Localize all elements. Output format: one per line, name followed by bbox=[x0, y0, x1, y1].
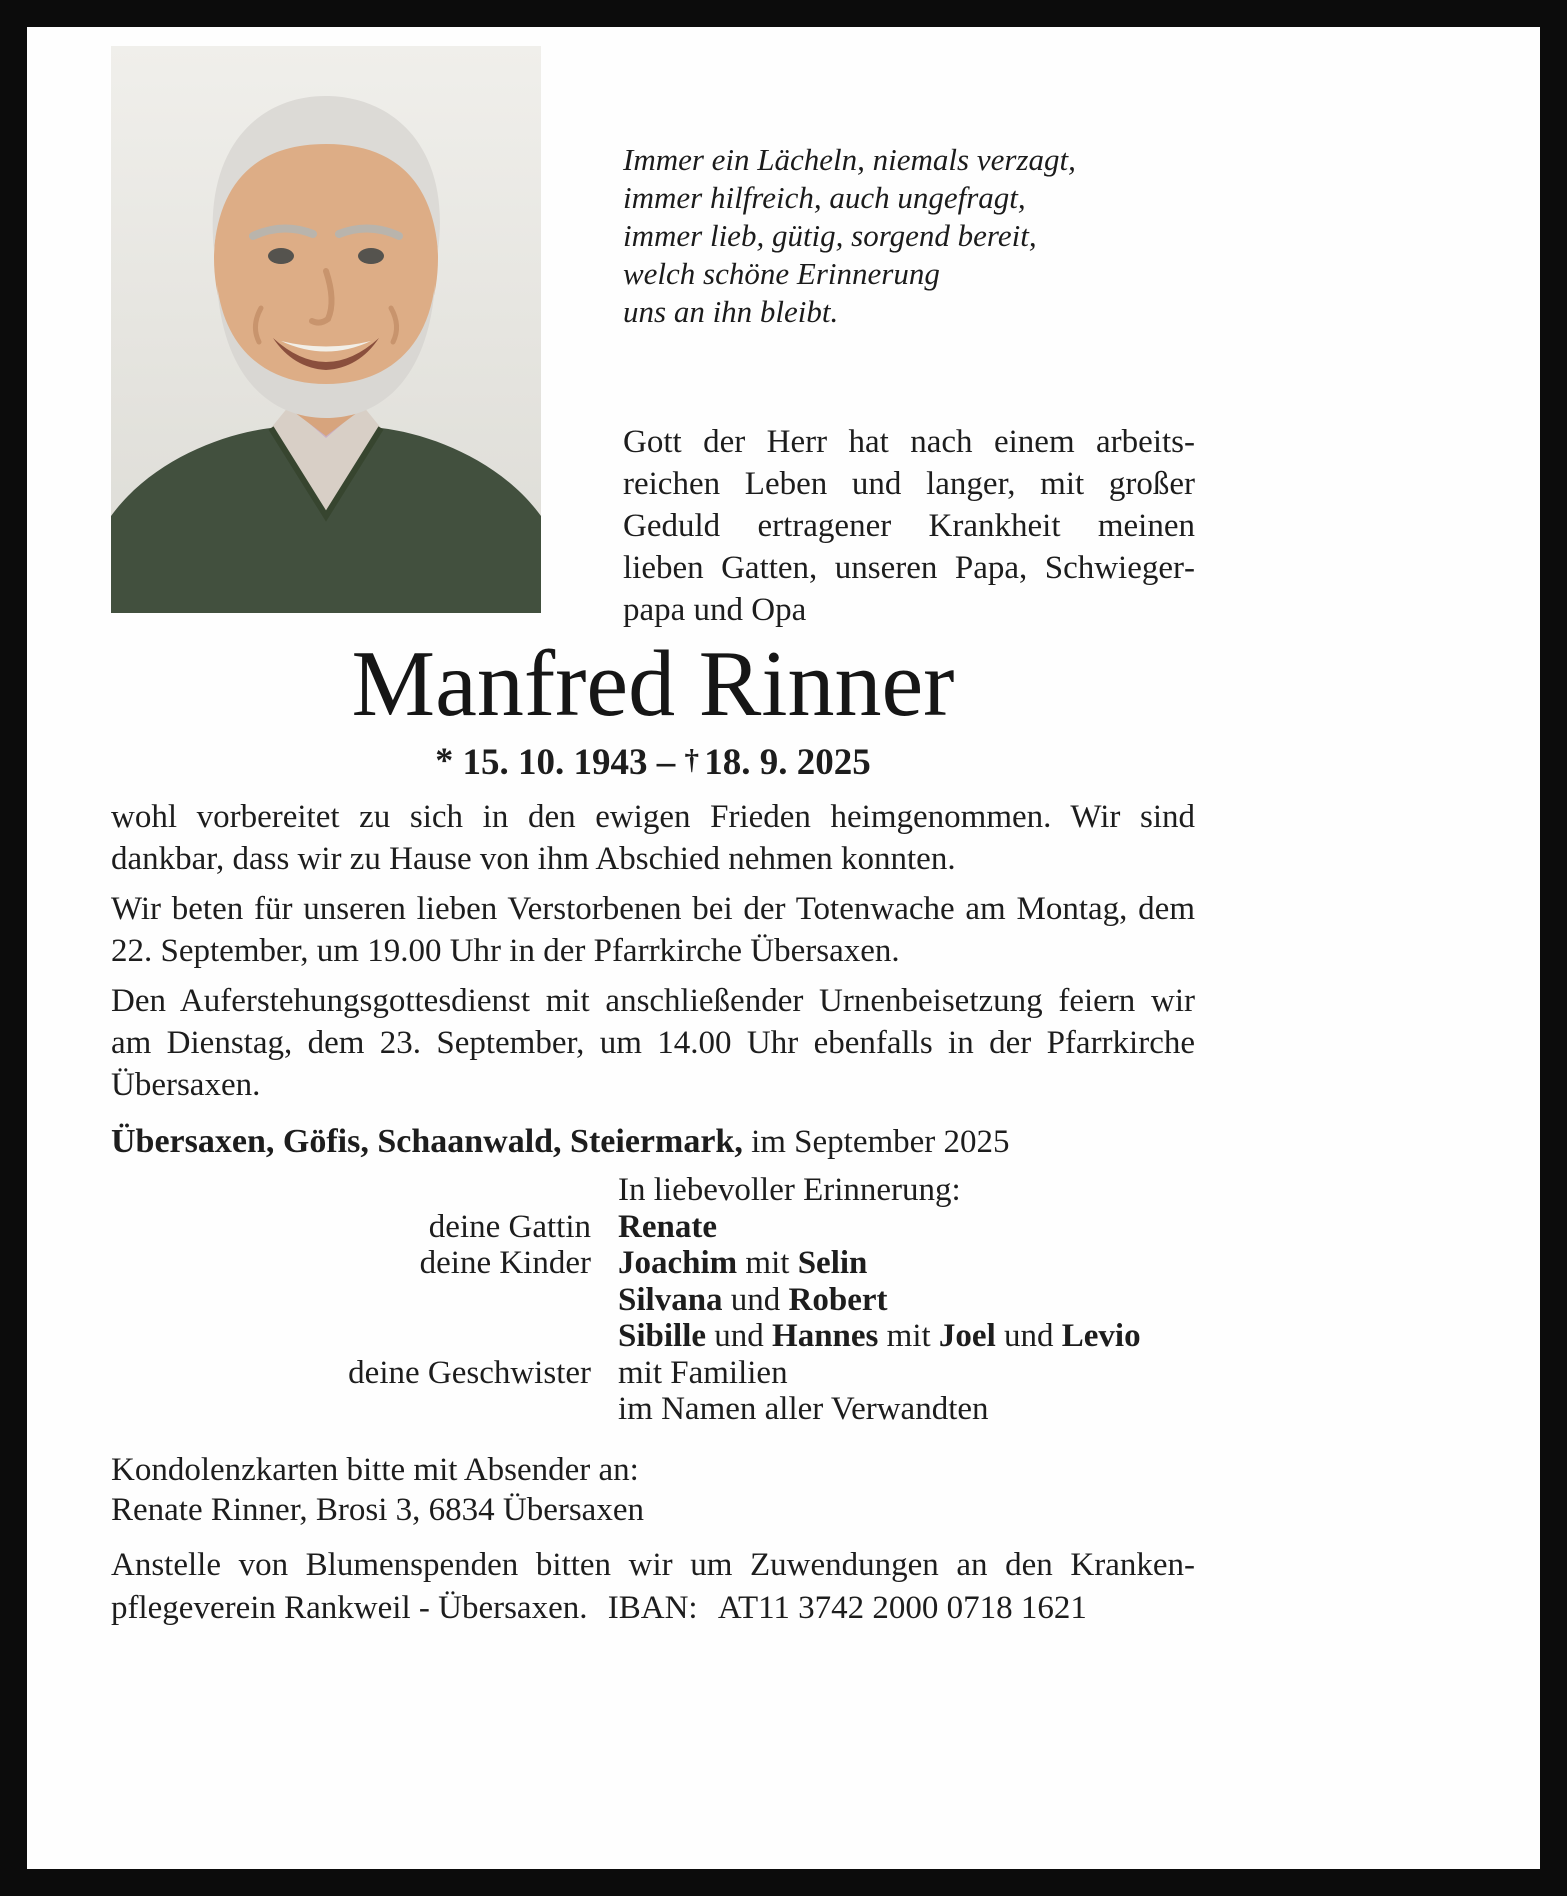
family-value: Renate bbox=[618, 1208, 717, 1245]
family-row bbox=[111, 1172, 1195, 1209]
iban-label: IBAN: bbox=[607, 1589, 698, 1626]
family-row bbox=[111, 1209, 1195, 1246]
poem-line: uns an ihn bleibt. bbox=[623, 294, 839, 329]
obituary-sheet bbox=[27, 27, 1540, 1869]
family-label bbox=[111, 1318, 591, 1355]
family-value: Silvana und Robert bbox=[618, 1281, 888, 1318]
place-names: Übersaxen, Göfis, Schaanwald, Steiermark, bbox=[111, 1123, 743, 1160]
family-row bbox=[111, 1245, 1195, 1282]
life-dates bbox=[111, 739, 1195, 784]
poem-line: immer hilfreich, auch ungefragt, bbox=[623, 180, 1026, 215]
condolence-line-1: Kondolenzkarten bitte mit Absender an: bbox=[111, 1451, 639, 1488]
family-row bbox=[111, 1355, 1195, 1392]
family-value: mit Familien bbox=[618, 1354, 788, 1391]
condolence-address bbox=[111, 1450, 1195, 1530]
donation-text: Anstelle von Blumenspenden bitten wir um Zuwendungen an den Krankenpflegeverein Rankweil - Übersaxen. bbox=[111, 1546, 1195, 1626]
family-label: deine Gattin bbox=[428, 1208, 591, 1245]
death-cross-icon: † bbox=[684, 744, 699, 776]
header-section bbox=[111, 46, 1195, 631]
family-label bbox=[111, 1172, 591, 1209]
family-label bbox=[111, 1391, 591, 1428]
header-text-column bbox=[623, 46, 1195, 631]
birth-star-icon: * bbox=[435, 740, 454, 780]
iban-number: AT11 3742 2000 0718 1621 bbox=[717, 1589, 1087, 1626]
dates-separator: – bbox=[656, 742, 676, 783]
place-date-line bbox=[111, 1120, 1195, 1164]
intro-paragraph: Gott der Herr hat nach einem arbeitsreichen Leben und langer, mit großer Geduld ertragener Krankheit meinen lieben Gatten, unseren Papa, Schwiegerpapa und Opa bbox=[623, 424, 1195, 628]
birth-date: 15. 10. 1943 bbox=[462, 742, 648, 783]
family-row bbox=[111, 1318, 1195, 1355]
poem-line: Immer ein Lächeln, niemals verzagt, bbox=[623, 142, 1076, 177]
month-year: im September 2025 bbox=[751, 1124, 1010, 1160]
family-label bbox=[111, 1282, 591, 1319]
body-paragraph-1: wohl vorbereitet zu sich in den ewigen Frieden heimgenommen. Wir sind dankbar, dass wir zu Hause von ihm Abschied nehmen konnten. bbox=[111, 799, 1195, 877]
deceased-name: Manfred Rinner bbox=[351, 632, 955, 736]
family-value: im Namen aller Verwandten bbox=[618, 1391, 989, 1427]
memorial-poem bbox=[623, 141, 1195, 331]
family-row bbox=[111, 1391, 1195, 1428]
family-label: deine Geschwister bbox=[348, 1354, 591, 1391]
mourners-section bbox=[111, 1172, 1195, 1428]
poem-line: immer lieb, gütig, sorgend bereit, bbox=[623, 218, 1037, 253]
family-label: deine Kinder bbox=[419, 1245, 591, 1281]
body-paragraph-3: Den Auferstehungsgottesdienst mit anschließender Urnenbeisetzung feiern wir am Dienstag, dem 23. September, um 14.00 Uhr ebenfalls in der Pfarrkirche Übersaxen. bbox=[111, 983, 1195, 1103]
poem-line: welch schöne Erinnerung bbox=[623, 256, 940, 291]
condolence-line-2: Renate Rinner, Brosi 3, 6834 Übersaxen bbox=[111, 1491, 644, 1528]
body-paragraph-2: Wir beten für unseren lieben Verstorbenen bei der Totenwache am Montag, dem 22. September, um 19.00 Uhr in der Pfarrkirche Übersaxen. bbox=[111, 891, 1195, 969]
donation-note bbox=[111, 1544, 1195, 1630]
family-value: Sibille und Hannes mit Joel und Levio bbox=[618, 1318, 1141, 1354]
family-header: In liebevoller Erinnerung: bbox=[618, 1172, 961, 1208]
family-row bbox=[111, 1282, 1195, 1319]
portrait-photo bbox=[111, 46, 541, 613]
family-value: Joachim mit Selin bbox=[618, 1245, 868, 1281]
death-date: 18. 9. 2025 bbox=[704, 742, 871, 783]
